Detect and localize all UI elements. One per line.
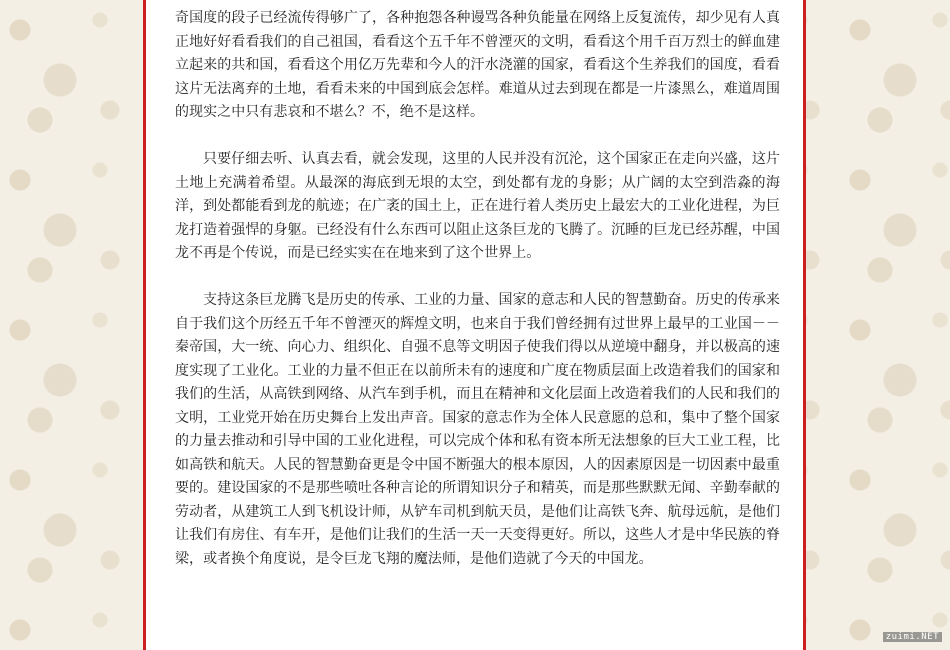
paragraph-3: 支持这条巨龙腾飞是历史的传承、工业的力量、国家的意志和人民的智慧勤奋。历史的传承来自于我们这个历经五千年不曾湮灭的辉煌文明，也来自于我们曾经拥有过世界上最早的工业国－－秦帝国，大一统、向心力、组织化、自强不息等文明因子使我们得以从逆境中翻身，并以极高的速度实现了工业化。工业的力量不但正在以前所未有的速度和广度在物质层面上改造着我们的国家和我们的生活，从高铁到网络、从汽车到手机，而且在精神和文化层面上改造着我们的人民和我们的文明，工业党开始在历史舞台上发出声音。国家的意志作为全体人民意愿的总和，集中了整个国家的力量去推动和引导中国的工业化进程，可以完成个体和私有资本所无法想象的巨大工业工程，比如高铁和航天。人民的智慧勤奋更是令中国不断强大的根本原因，人的因素原因是一切因素中最重要的。建设国家的不是那些喷吐各种言论的所谓知识分子和精英，而是那些默默无闻、辛勤奉献的劳动者，从建筑工人到飞机设计师，从铲车司机到航天员，是他们让高铁飞奔、航母远航，是他们让我们有房住、有车开，是他们让我们的生活一天一天变得更好。所以，这些人才是中华民族的脊梁，或者换个角度说，是令巨龙飞翔的魔法师，是他们造就了今天的中国龙。	[175, 292, 780, 567]
article-panel	[143, 0, 806, 650]
article-body	[175, 7, 780, 595]
paragraph-1: 奇国度的段子已经流传得够广了，各种抱怨各种谩骂各种负能量在网络上反复流传，却少见有人真正地好好看看我们的自己祖国，看看这个五千年不曾湮灭的文明，看看这个用千百万烈士的鲜血建立起来的共和国，看看这个用亿万先辈和今人的汗水浇灌的国家，看看这个生养我们的国度，看看这片无法离弃的土地，看看未来的中国到底会怎样。难道从过去到现在都是一片漆黑么，难道周围的现实之中只有悲哀和不堪么？不，绝不是这样。	[175, 10, 780, 120]
site-watermark: zuimi.NET	[883, 632, 942, 642]
paragraph-2: 只要仔细去听、认真去看，就会发现，这里的人民并没有沉沦，这个国家正在走向兴盛，这片土地上充满着希望。从最深的海底到无垠的太空，到处都有龙的身影；从广阔的太空到浩淼的海洋，到处都能看到龙的航迹；在广袤的国土上，正在进行着人类历史上最宏大的工业化进程，为巨龙打造着强悍的身躯。已经没有什么东西可以阻止这条巨龙的飞腾了。沉睡的巨龙已经苏醒，中国龙不再是个传说，而是已经实实在在地来到了这个世界上。	[175, 151, 780, 261]
